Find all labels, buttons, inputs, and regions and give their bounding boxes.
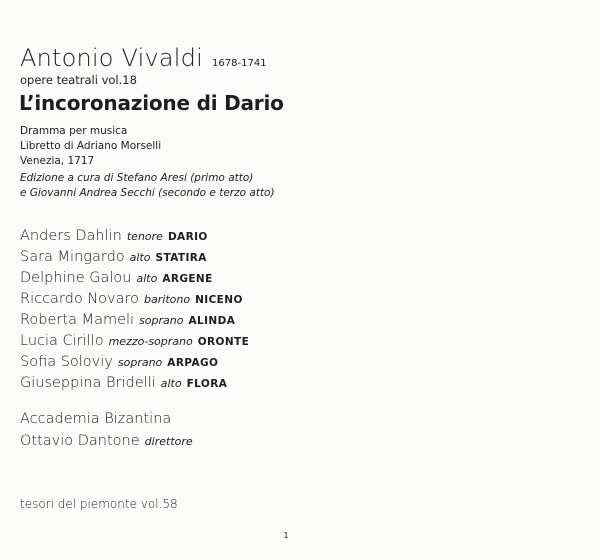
voice-type: alto (136, 272, 158, 285)
voice-type: mezzo-soprano (108, 335, 193, 348)
orchestra-line (20, 407, 193, 429)
conductor-line (20, 429, 193, 451)
singer-name: Sofia Soloviy (20, 354, 113, 370)
opera-premiere: Venezia, 1717 (20, 155, 95, 167)
singer-name: Roberta Mameli (20, 312, 135, 328)
opera-title: L’incoronazione di Dario (19, 91, 284, 115)
character-role: STATIRA (155, 252, 207, 264)
cast-row (20, 266, 249, 287)
voice-type: tenore (126, 230, 163, 243)
character-role: ALINDA (188, 315, 236, 327)
composer-dates: 1678-1741 (212, 58, 267, 69)
cast-row (20, 287, 249, 308)
voice-type: soprano (117, 356, 163, 369)
singer-name: Lucia Cirillo (20, 333, 104, 349)
cast-row (20, 308, 249, 329)
cast-row (20, 224, 249, 245)
edition-line-1: Edizione a cura di Stefano Aresi (primo atto) (20, 172, 254, 184)
character-role: DARIO (167, 231, 208, 243)
voice-type: alto (160, 377, 182, 390)
voice-type: baritono (144, 293, 191, 306)
singer-name: Anders Dahlin (20, 228, 122, 244)
series-volume: opere teatrali vol.18 (20, 73, 137, 87)
character-role: ORONTE (197, 336, 250, 348)
conductor-name: Ottavio Dantone (20, 433, 140, 449)
opera-genre: Dramma per musica (20, 125, 128, 137)
singer-name: Delphine Galou (20, 270, 132, 286)
singer-name: Riccardo Novaro (20, 291, 140, 307)
orchestra-name: Accademia Bizantina (20, 411, 172, 427)
opera-librettist: Libretto di Adriano Morselli (20, 140, 162, 152)
voice-type: alto (129, 251, 151, 264)
character-role: NICENO (195, 294, 243, 306)
singer-name: Sara Mingardo (20, 249, 125, 265)
edition-credits (20, 171, 275, 201)
cast-list (20, 224, 249, 392)
character-role: ARPAGO (167, 357, 219, 369)
ensemble-credits (20, 407, 193, 451)
singer-name: Giuseppina Bridelli (20, 375, 156, 391)
opera-info (20, 124, 161, 169)
cast-row (20, 371, 249, 392)
voice-type: soprano (139, 314, 184, 327)
cast-row (20, 245, 249, 266)
cast-row (20, 350, 249, 371)
edition-line-2: e Giovanni Andrea Secchi (secondo e terzo atto) (20, 187, 275, 199)
page-number: 1 (283, 531, 289, 540)
character-role: ARGENE (162, 273, 213, 285)
footer-series: tesori del piemonte vol.58 (20, 497, 178, 511)
composer-name: Antonio Vivaldi (20, 44, 203, 72)
character-role: FLORA (186, 378, 228, 390)
composer-heading (20, 44, 267, 72)
conductor-role: direttore (144, 435, 193, 448)
cast-row (20, 329, 249, 350)
